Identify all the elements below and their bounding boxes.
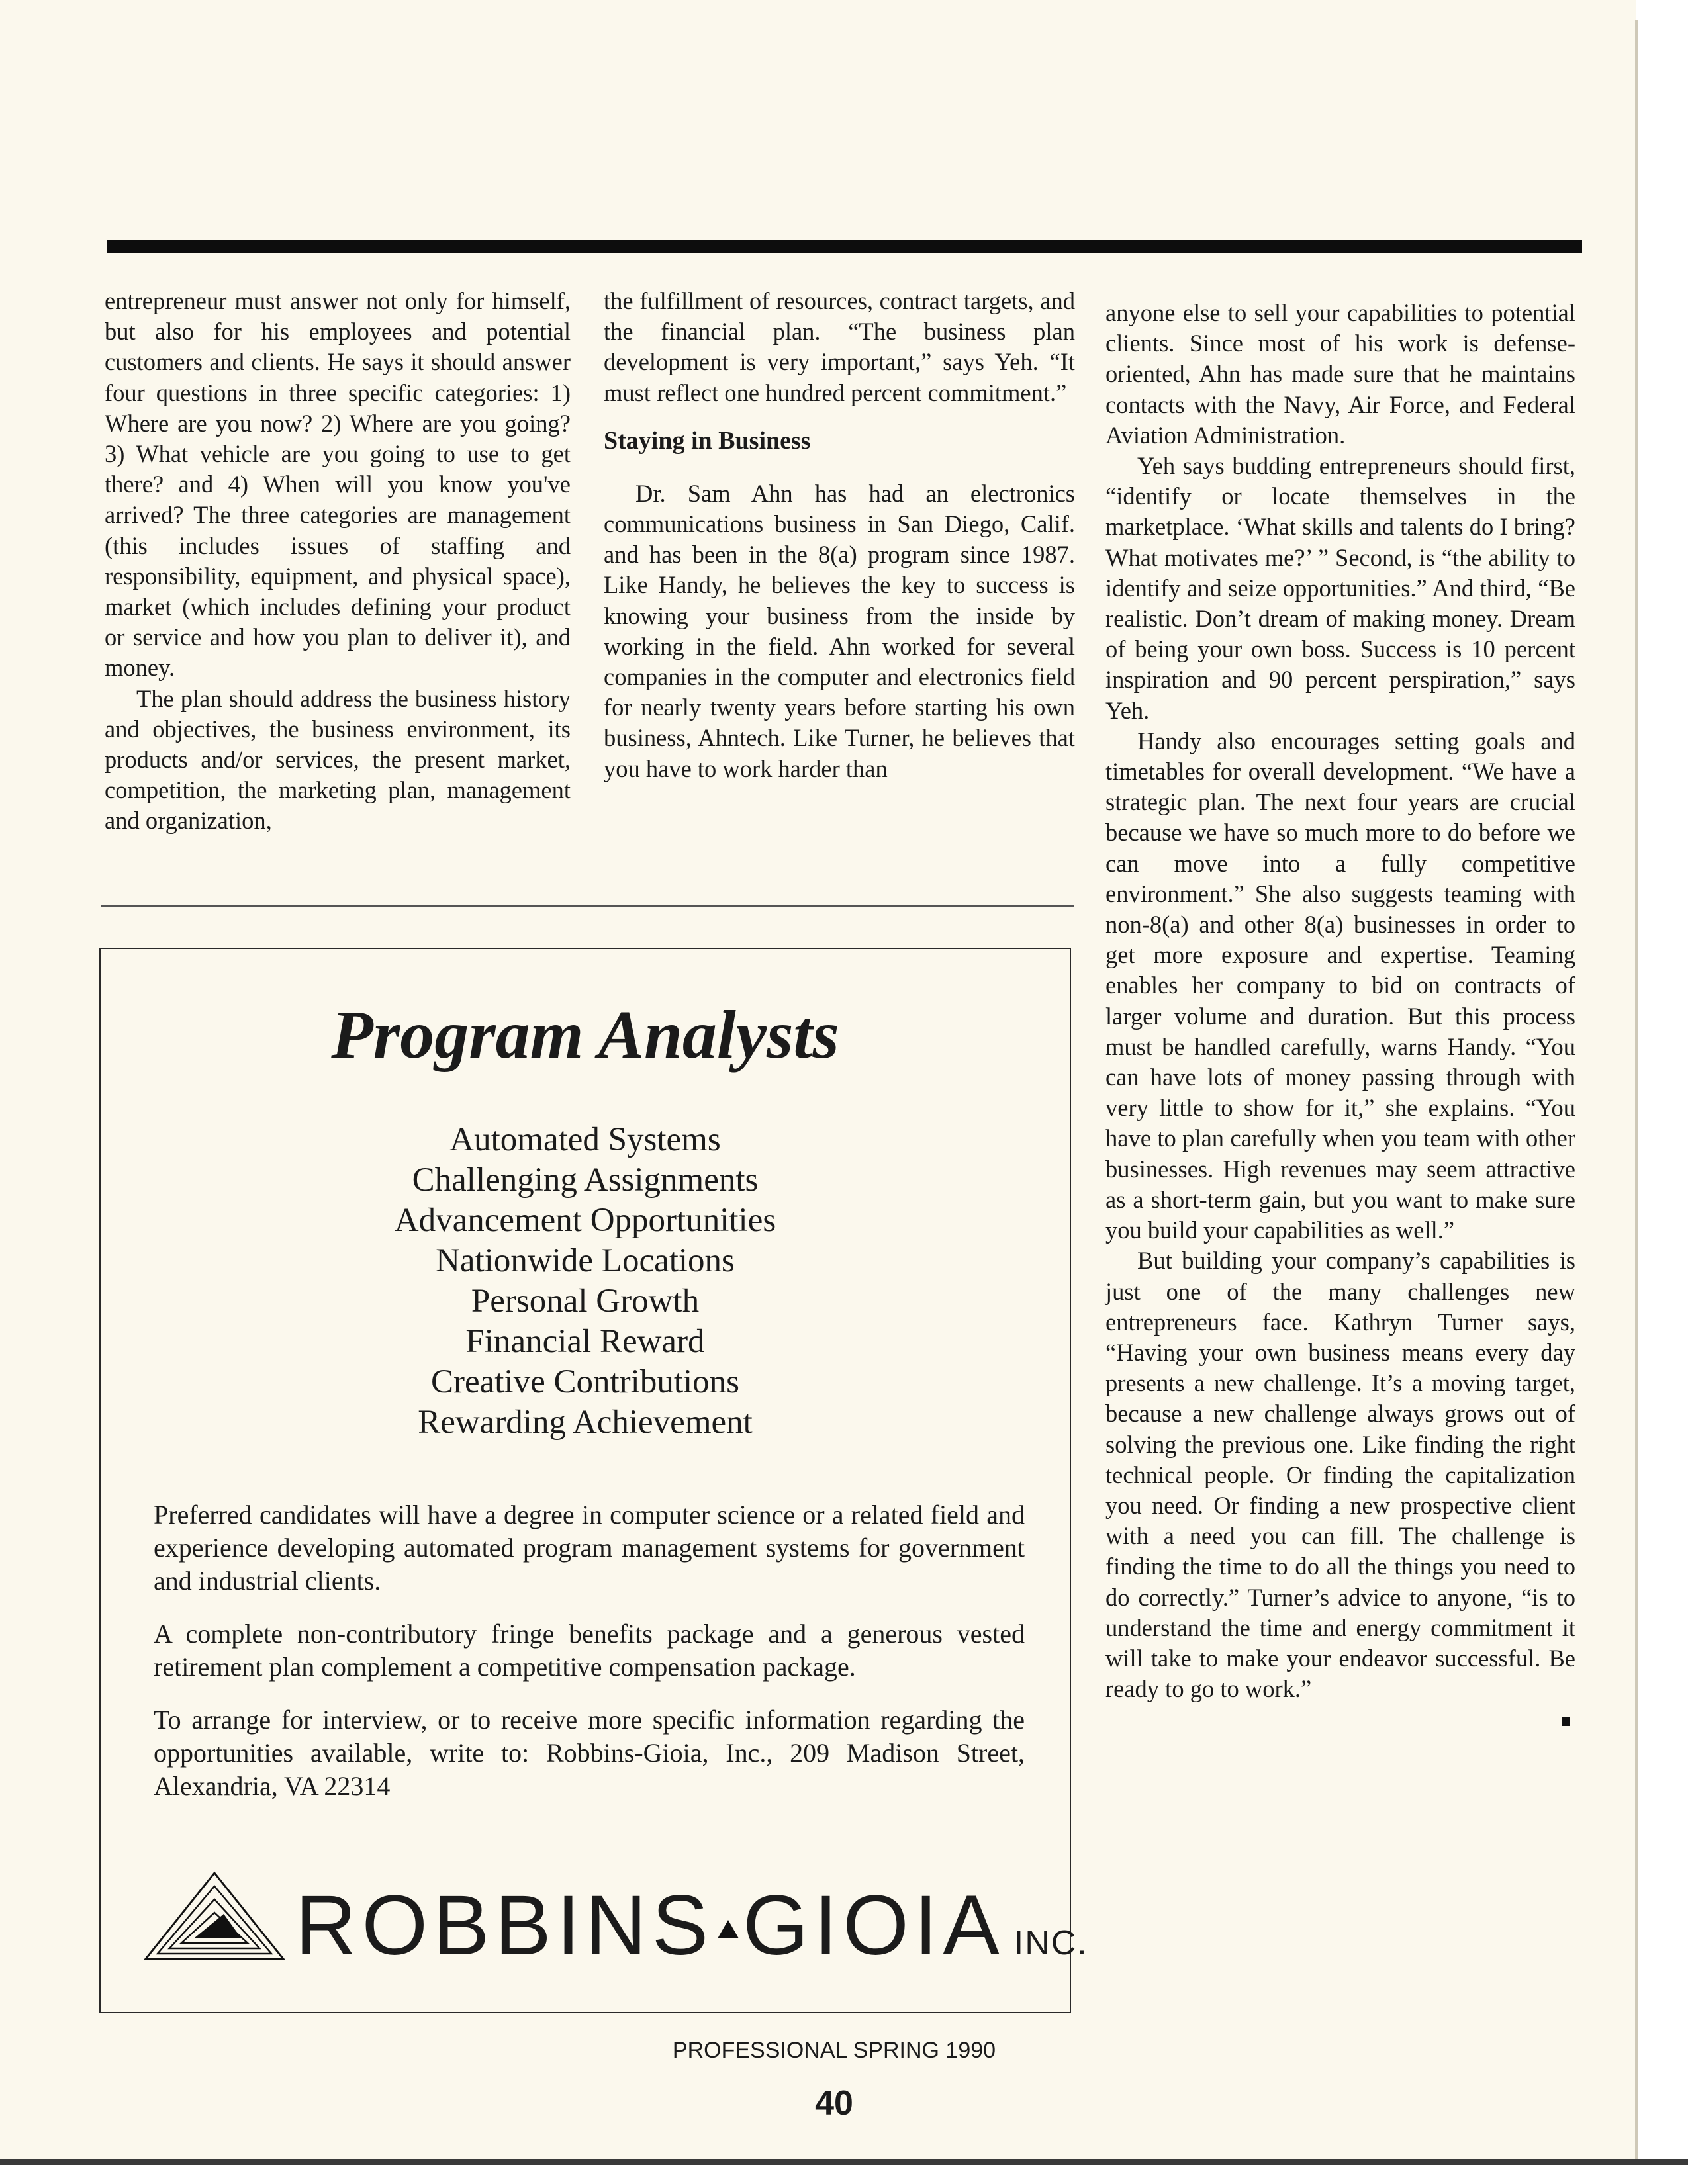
article-paragraph: Handy also encourages setting goals and timetables for overall development. “We have a strategic plan. The next four years are crucial because we have so much more to do before we can move into a fully competitive environment.” She also suggests teaming with non-8(a) and other 8(a) businesses in order to get more exposure and expertise. Teaming enables her company to bid on contracts of larger volume and duration. But this process must be handled carefully, warns Handy. “You can have lots of money passing through with very little to show for it,” she explains. “You have to plan carefully when you team with other businesses. High revenues may seem attractive as a short-term gain, but you want to make sure you build your capabilities as well.” — [1105, 727, 1575, 1244]
article-column-2 — [604, 286, 1075, 784]
header-rule — [107, 240, 1582, 253]
job-advertisement — [99, 948, 1088, 2013]
ad-benefits-list — [101, 1120, 1070, 1443]
article-paragraph: Yeh says budding entrepreneurs should first, “identify or locate themselves in the marketplace. ‘What skills and talents do I bring? What motivates me?’ ” Second, is “the ability to identify and seize opportunities.” And third, “Be realistic. Don’t dream of making money. Dream of being your own boss. Success is 10 percent inspiration and 90 percent perspiration,” says Yeh. — [1105, 452, 1575, 724]
article-paragraph: The plan should address the business history and objectives, the business environment, its products and/or services, the present market, competition, the marketing plan, management and organization, — [105, 684, 571, 835]
article-paragraph: anyone else to sell your capabilities to potential clients. Since most of his work is defense-oriented, Ahn has made sure that he maintains contacts with the Navy, Air Force, and Federal Aviation Administration. — [1105, 299, 1575, 449]
ad-body-copy — [154, 1498, 1025, 1823]
ad-benefit-item: Rewarding Achievement — [418, 1404, 753, 1441]
page-edge — [1635, 20, 1638, 2164]
ad-benefit-item: Financial Reward — [465, 1323, 705, 1360]
page-number: 40 — [815, 2084, 853, 2122]
article-column-1 — [105, 286, 571, 837]
ad-paragraph: Preferred candidates will have a degree in computer science or a related field and experience developing automated program management systems for government and industrial clients. — [154, 1500, 1025, 1596]
ad-benefit-item: Challenging Assignments — [412, 1161, 759, 1199]
article-paragraph: entrepreneur must answer not only for himself, but also for his employees and potential customers and clients. He says it should answer four questions in three specific categories: 1) Where are you now? 2) Where are you going? 3) What vehicle are you going to use to get there? and 4) When will you know you've arrived? The three categories are management (this includes issues of staffing and responsibility, equipment, and physical space), market (which includes defining your product or service and how you plan to deliver it), and money. — [105, 287, 571, 682]
triangle-logo-icon — [142, 1869, 287, 1968]
ad-benefit-item: Personal Growth — [471, 1283, 700, 1320]
article-paragraph: Dr. Sam Ahn has had an electronics communications business in San Diego, Calif. and has been in the 8(a) program since 1987. Like Handy, he believes the key to success is knowing your business from the inside by working in the field. Ahn worked for several companies in the computer and electronics field for nearly twenty years before starting his own business, Ahntech. Like Turner, he believes that you have to work harder than — [604, 479, 1075, 782]
article-paragraph: But building your company’s capabilities is just one of the many challenges new entrepreneurs face. Kathryn Turner says, “Having your own business means every day presents a new challenge. It’s a moving target, because a new challenge always grows out of solving the previous one. Like finding the right technical people. Or finding the capitalization you need. Or finding a new prospective client with a need you can fill. The challenge is finding the time to do all the things you need to do correctly.” Turner’s advice to anyone, “is to understand the time and energy commitment it will take to make your endeavor successful. Be ready to go to work.” — [1105, 1247, 1575, 1703]
article-paragraph: the fulfillment of resources, contract targets, and the financial plan. “The business plan development is very important,” says Yeh. “It must reflect one hundred percent commitment.” — [604, 287, 1075, 406]
wordmark-robbins: ROBBINS — [295, 1878, 714, 1973]
ad-benefit-item: Nationwide Locations — [436, 1242, 735, 1279]
ad-benefit-item: Creative Contributions — [430, 1363, 740, 1400]
wordmark-triangle-icon — [718, 1920, 739, 1938]
ad-benefit-item: Advancement Opportunities — [394, 1202, 776, 1239]
company-wordmark — [295, 1880, 1088, 1989]
company-logo — [142, 1869, 1088, 1973]
ad-benefit-item: Automated Systems — [449, 1121, 721, 1158]
section-subhead: Staying in Business — [604, 426, 811, 455]
end-of-article-mark — [1562, 1717, 1570, 1726]
scan-shadow — [0, 2159, 1688, 2165]
wordmark-inc: INC. — [1013, 1924, 1088, 1962]
wordmark-gioia: GIOIA — [743, 1878, 1005, 1973]
ad-title: Program Analysts — [331, 997, 839, 1073]
article-column-3 — [1105, 298, 1575, 1726]
publication-footer: PROFESSIONAL SPRING 1990 — [672, 2038, 996, 2063]
ad-paragraph: A complete non-contributory fringe benefits package and a generous vested retirement plan complement a competitive compensation package. — [154, 1619, 1025, 1682]
section-divider — [101, 905, 1074, 907]
ad-contact-paragraph: To arrange for interview, or to receive more specific information regarding the opportunities available, write to: Robbins-Gioia, Inc., 209 Madison Street, Alexandria, VA 22314 — [154, 1705, 1025, 1801]
